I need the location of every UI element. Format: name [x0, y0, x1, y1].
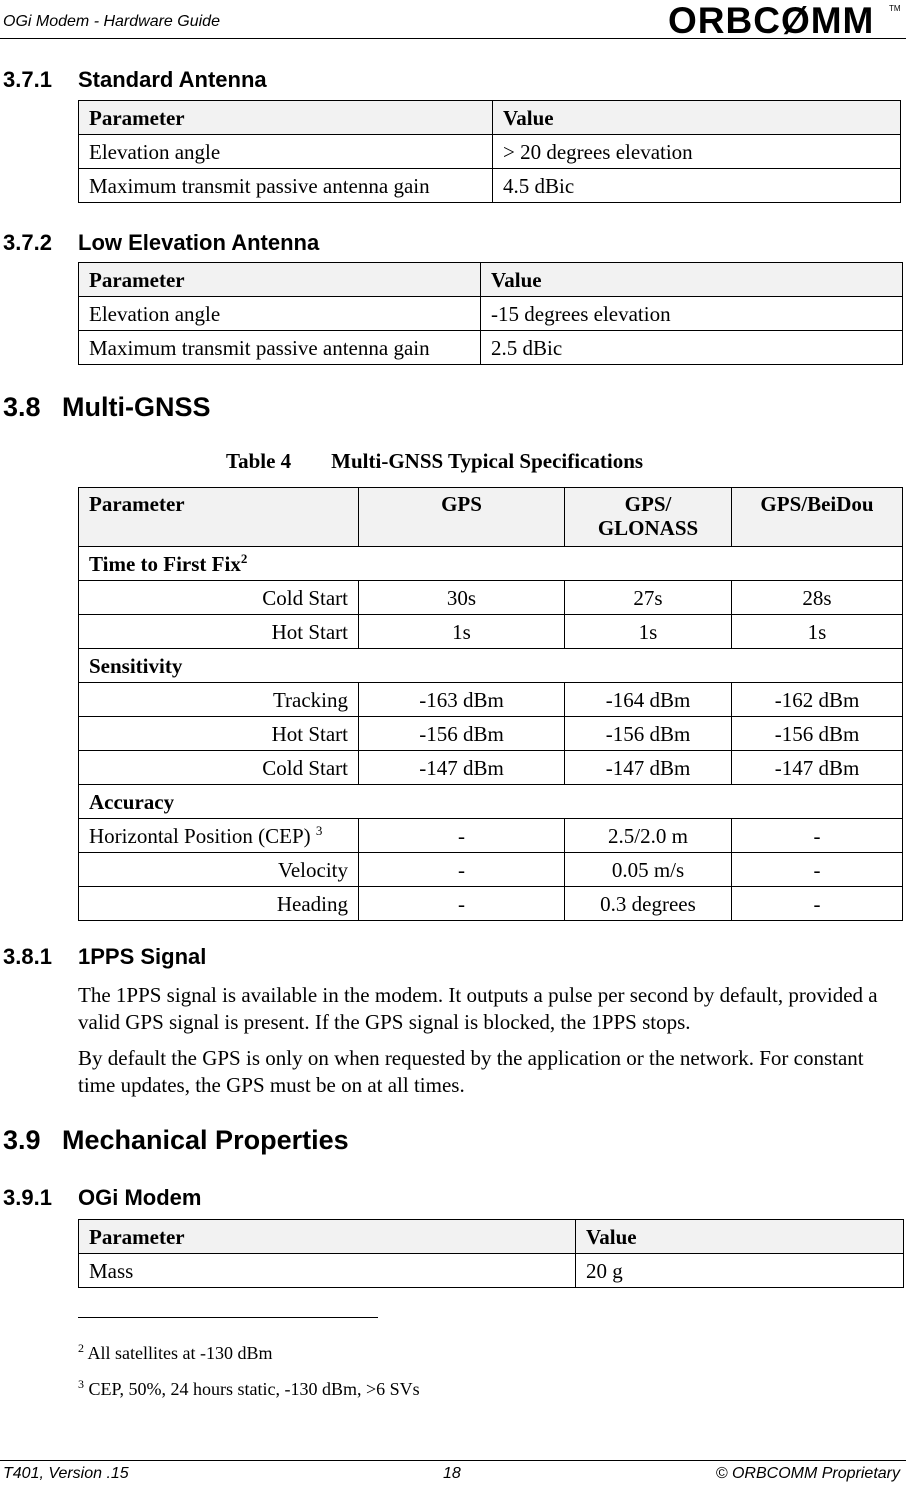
document-title: OGi Modem - Hardware Guide [3, 13, 220, 30]
standard-antenna-table [78, 100, 901, 203]
heading-3-7-1: 3.7.1 Standard Antenna [3, 67, 267, 92]
table-header-row: Parameter Value [79, 263, 903, 297]
paragraph-1pps: The 1PPS signal is available in the modem. It outputs a pulse per second by default, provided a valid GPS signal is present. If the GPS signal is blocked, the 1PPS stops. [78, 983, 878, 1034]
table-row: Cold Start 30s 27s 28s [79, 581, 903, 615]
logo-text: ORBCØMM [668, 2, 875, 36]
page-number: 18 [443, 1465, 461, 1482]
heading-3-8: 3.8 Multi-GNSS [3, 392, 211, 422]
heading-3-9: 3.9 Mechanical Properties [3, 1125, 349, 1155]
table-header-row: Parameter Value [79, 101, 901, 135]
table-row: Elevation angle -15 degrees elevation [79, 297, 903, 331]
group-row-sensitivity: Sensitivity [79, 649, 903, 683]
table-row: Maximum transmit passive antenna gain 2.5 dBic [79, 331, 903, 365]
footer-version: T401, Version .15 [3, 1465, 129, 1482]
ogi-modem-table [78, 1219, 904, 1288]
table-row: Maximum transmit passive antenna gain 4.5 dBic [79, 169, 901, 203]
footnote-3: $^3$ CEP, 50%, 24 hours static, -130 dBm, >6 SVs [78, 1377, 420, 1399]
low-elevation-antenna-table [78, 262, 903, 365]
group-row-accuracy: Accuracy [79, 785, 903, 819]
table-row: Heading - 0.3 degrees - [79, 887, 903, 921]
table-row: Cold Start -147 dBm -147 dBm -147 dBm [79, 751, 903, 785]
heading-3-8-1: 3.8.1 1PPS Signal [3, 944, 207, 969]
table-row: Mass 20 g [79, 1254, 904, 1288]
table-caption: Table 4 Multi-GNSS Typical Specifications [226, 449, 644, 473]
header-rule [0, 38, 906, 39]
table-row: Elevation angle > 20 degrees elevation [79, 135, 901, 169]
footer-rule [0, 1460, 906, 1461]
footer-proprietary: © ORBCOMM Proprietary [715, 1465, 900, 1482]
table-row: Hot Start 1s 1s 1s [79, 615, 903, 649]
table-row: Tracking -163 dBm -164 dBm -162 dBm [79, 683, 903, 717]
footnote-separator [78, 1317, 378, 1318]
table-row: Hot Start -156 dBm -156 dBm -156 dBm [79, 717, 903, 751]
group-row-ttff: Time to First Fix$^2$ [79, 547, 903, 581]
table-row: Velocity - 0.05 m/s - [79, 853, 903, 887]
table-header-row: Parameter Value [79, 1220, 904, 1254]
table-row: Horizontal Position (CEP) $^3$ - 2.5/2.0 m - [79, 819, 903, 853]
paragraph-gps-default: By default the GPS is only on when requested by the application or the network. For constant time updates, the GPS must be on at all times. [78, 1046, 864, 1097]
logo-trademark: TM [889, 4, 901, 13]
multi-gnss-table [78, 487, 903, 921]
table-header-row: Parameter GPS GPS/ GLONASS GPS/BeiDou [79, 488, 903, 547]
orbcomm-logo [668, 2, 902, 36]
footnote-2: $^2$ All satellites at -130 dBm [78, 1341, 273, 1363]
heading-3-9-1: 3.9.1 OGi Modem [3, 1185, 202, 1210]
heading-3-7-2: 3.7.2 Low Elevation Antenna [3, 230, 320, 255]
